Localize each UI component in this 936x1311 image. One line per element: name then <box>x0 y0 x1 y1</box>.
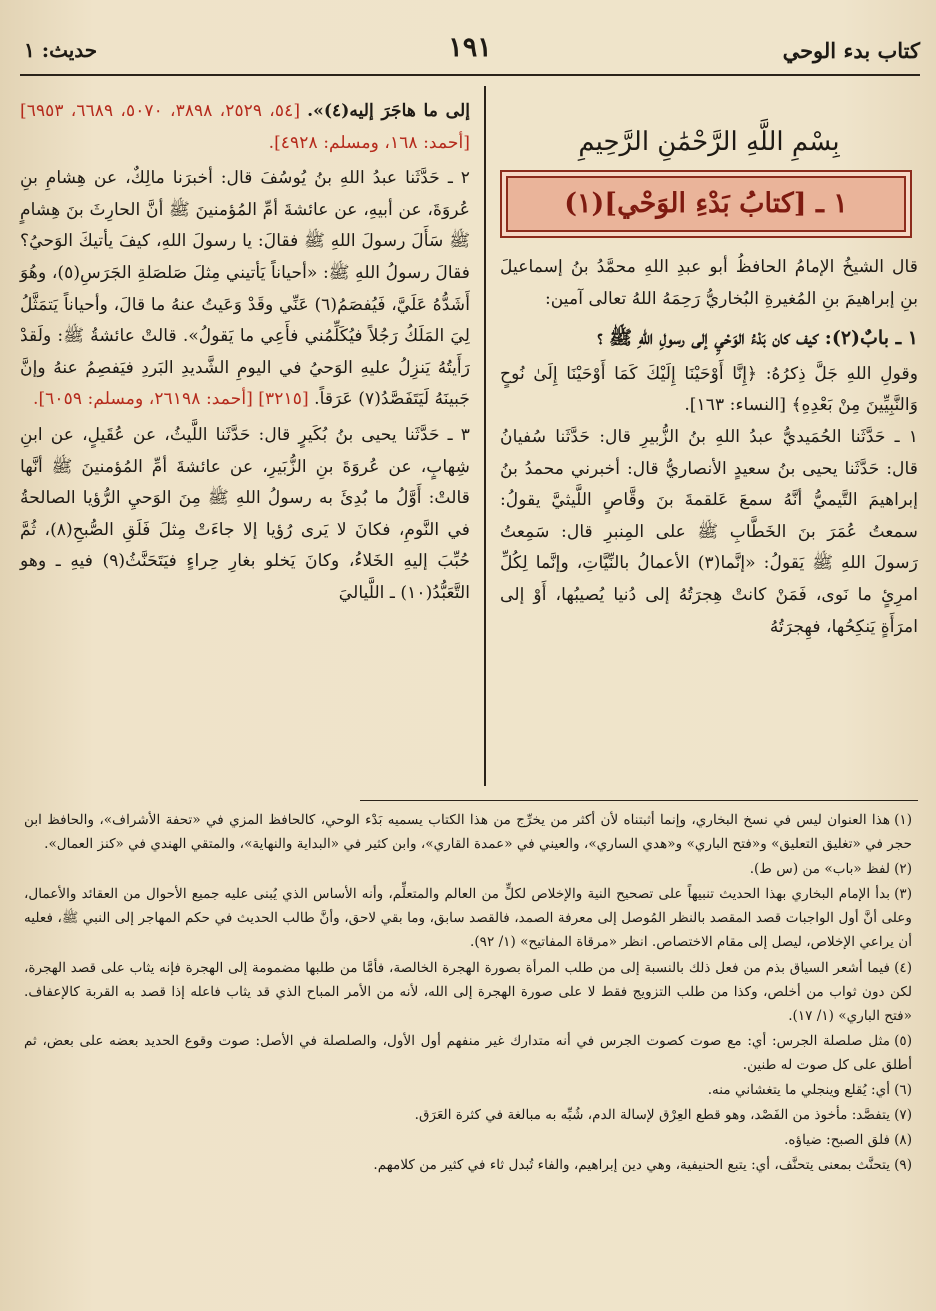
footnote: (٧)يتفصَّد: مأخوذ من الفَصْد، وهو قطع العِرْق لإسالة الدم، شُبِّه به مبالغة في كثرة العَرَق. <box>414 1107 912 1124</box>
hadith-2-refs: [٣٢١٥] [أحمد: ٢٦١٩٨، ومسلم: ٦٠٥٩]. <box>32 389 309 410</box>
hadith-1-continuation <box>20 96 470 159</box>
intro-paragraph: قال الشيخُ الإمامُ الحافظُ أبو عبدِ اللهِ محمَّدُ بنُ إسماعيلَ بنِ إبراهيمَ بنِ المُغيرةِ البُخاريُّ رَحِمَهُ اللهُ تعالى آمين: <box>500 257 918 309</box>
footnote: (٨)فلق الصبح: ضياؤه. <box>784 1132 912 1149</box>
bab-heading: ١ ـ بابٌ(٢): كيف كان بَدْءُ الوَحْيِ إلى رسولِ اللهِ ﷺ ؟ <box>597 327 918 350</box>
footnotes <box>24 808 912 1178</box>
hadith-2 <box>20 163 470 416</box>
column-divider <box>484 86 486 786</box>
basmala: بِسْمِ اللَّهِ الرَّحْمَٰنِ الرَّحِيمِ <box>578 127 840 157</box>
quran-verse: وقولِ اللهِ جَلَّ ذِكرُهُ: ﴿إِنَّا أَوْحَيْنَا إِلَيْكَ كَمَا أَوْحَيْنَا إِلَىٰ نُوحٍ وَالنَّبِيِّينَ مِنْ بَعْدِهِ﴾ [النساء: ١٦٣]. <box>500 363 918 416</box>
chapter-banner <box>500 170 912 238</box>
footnote: (٤)فيما أشعر السياق بذم من فعل ذلك بالنسبة إلى من طلب المرأة بصورة الهجرة الخالصة، فأمَّا من طلبها مضمومة إلى الهجرة فإنه يثاب على قصد الهجرة، لكن دون ثواب من أخلص، وكذا من طلب التزويج فقط لا على صورة الهجرة إلى الله، لأنه من الأمر المباح الذي قد يثاب فاعله إذا قصد به القربة كالإعفاف. «فتح الباري» (١/ ١٧). <box>24 959 912 1024</box>
chapter-title: ١ ـ [كتابُ بَدْءِ الوَحْي](١) <box>564 188 848 220</box>
footnote: (٢)لفظ «باب» من (س ط). <box>749 861 912 878</box>
footnote: (١)هذا العنوان ليس في نسخ البخاري، وإنما أثبتناه لأن أكثر من يخرِّج من هذا الكتاب يسميه بَدْء الوحي، كالحافظ المزي في «تحفة الأشراف»، والحافظ ابن حجر في «تغليق التعليق» و«فتح الباري» و«هدي الساري»، والعيني في «عمدة القاري»، وابن كثير في «البداية والنهاية»، والمتقي الهندي في «كنز العمال». <box>24 812 912 853</box>
page-number: ١٩١ <box>448 32 492 63</box>
hadith-reference: حديث: ١ <box>24 38 98 62</box>
left-column <box>20 96 470 610</box>
hadith-3: ٣ ـ حَدَّثَنا يحيى بنُ بُكَيرٍ قال: حَدَّثَنا اللَّيثُ، عن عُقَيلٍ، عن ابنِ شِهابٍ، عن عُروَةَ بنِ الزُّبَيرِ، عن عائشةَ أمِّ المُؤمنينَ ﷺ أنَّها قالتْ: أَوَّلُ ما بُدِئَ به رسولُ اللهِ ﷺ مِنَ الوَحيِ الرُّؤيا الصالحةُ في النَّومِ، فكانَ لا يَرى رُؤيا إلا جاءَتْ مِثلَ فَلَقِ الصُّبحِ(٨)، ثُمَّ حُبِّبَ إليهِ الخَلاءُ، وكانَ يَخلو بغارِ حِراءٍ فيَتَحَنَّثُ(٩) فيهِ ـ وهو التَّعَبُّدُ(١٠) ـ اللَّياليَ <box>20 424 471 603</box>
footnote: (٦)أي: يُقلع وينجلي ما يتغشاني منه. <box>707 1082 912 1099</box>
footnote: (٣)بدأ الإمام البخاري بهذا الحديث تنبيهاً على تصحيح النية والإخلاص لكلٍّ من العالم والمتعلِّم، وأنه الأساس الذي يُبنى عليه جميع الأحوال من العقائد والأعمال، وعلى أنَّ أول الواجبات قصد المقصد بالنظر المُوصل إلى معرفة الصمد، فالقصد سابق، وما بقي لاحق، وأنَّ طالب الحديث في حكم المهاجر إلى النبي ﷺ، فعليه أن يراعي الإخلاص، ليصل إلى مقام الاختصاص. انظر «مرقاة المفاتيح» (١/ ٩٢). <box>24 886 912 951</box>
footnote: (٥)مثل صلصلة الجرس: أي: مع صوت كصوت الجرس في أنه متدارك غير منفهم أول الأول، والصلصلة في الأصل: صوت وقوع الحديد بعضه على بعض، ثم أطلق على كل صوت له طنين. <box>24 1032 912 1073</box>
footnote: (٩)يتحنَّث بمعنى يتحنَّف، أي: يتبع الحنيفية، وهي دين إبراهيم، والفاء تُبدل ثاء في كثير من كلامهم. <box>373 1157 912 1174</box>
hadith-1: ١ ـ حَدَّثَنا الحُمَيديُّ عبدُ اللهِ بنُ الزُّبيرِ قال: حَدَّثَنا سُفيانُ قال: حَدَّثَنا يحيى بنُ سعيدٍ الأنصاريُّ قال: أخبرني محمدُ بنُ إبراهيمَ التَّيميُّ أنَّهُ سمعَ عَلقمةَ بنَ وقَّاصٍ اللَّيثيَّ يقولُ: سمعتُ عُمَرَ بنَ الخَطَّابِ ﷺ على المِنبرِ قال: سَمِعتُ رَسولَ اللهِ ﷺ يَقولُ: «إنَّما(٣) الأعمالُ بالنِّيَّاتِ، وإنَّما لِكُلِّ امرِئٍ ما نَوى، فَمَنْ كانتْ هِجرَتُهُ إلى دُنيا يُصيبُها، أَوْ إلى امرَأَةٍ يَنكِحُها، فهِجرَتُهُ <box>500 426 918 637</box>
page-header <box>20 30 920 76</box>
book-title: كتاب بدء الوحي <box>782 38 920 63</box>
hadith-2-text: ٢ ـ حَدَّثَنا عبدُ اللهِ بنُ يُوسُفَ قال: أخبرَنا مالِكٌ، عن هِشامِ بنِ عُروَةَ، عن أبيهِ، عن عائشةَ أمِّ المُؤمنينَ ﷺ أنَّ الحارِثَ بنَ هِشامٍ ﷺ سَأَلَ رسولَ اللهِ ﷺ فقالَ: يا رسولَ اللهِ، كيفَ يأتيكَ الوَحيُ؟ فقالَ رسولُ اللهِ ﷺ: «أحياناً يَأتيني مِثلَ صَلصَلةِ الجَرَسِ(٥)، وهُوَ أَشَدُّهُ عَلَيَّ، فَيُفصَمُ(٦) عَنِّي وقَدْ وَعَيتُ عنهُ ما قالَ، وأحياناً يَتمَثَّلُ لِيَ المَلَكُ رَجُلاً فيُكَلِّمُني فأَعِي ما يَقولُ». قالتْ عائشةُ ﷺ: ولَقدْ رَأَيتُهُ يَنزِلُ عليهِ الوَحيُ في اليومِ الشَّديدِ البَردِ فيَفصِمُ عنهُ وإنَّ جَبينَهُ لَيَتَفَصَّدُ(٧) عَرَقاً. <box>20 168 470 410</box>
right-column <box>500 122 918 643</box>
footnote-separator <box>360 800 918 801</box>
continuation-refs: [٥٤، ٢٥٢٩، ٣٨٩٨، ٥٠٧٠، ٦٦٨٩، ٦٩٥٣] [أحمد: ١٦٨، ومسلم: ٤٩٢٨]. <box>20 101 470 153</box>
continuation-text: إلى ما هاجَرَ إليه(٤)». <box>307 101 470 121</box>
